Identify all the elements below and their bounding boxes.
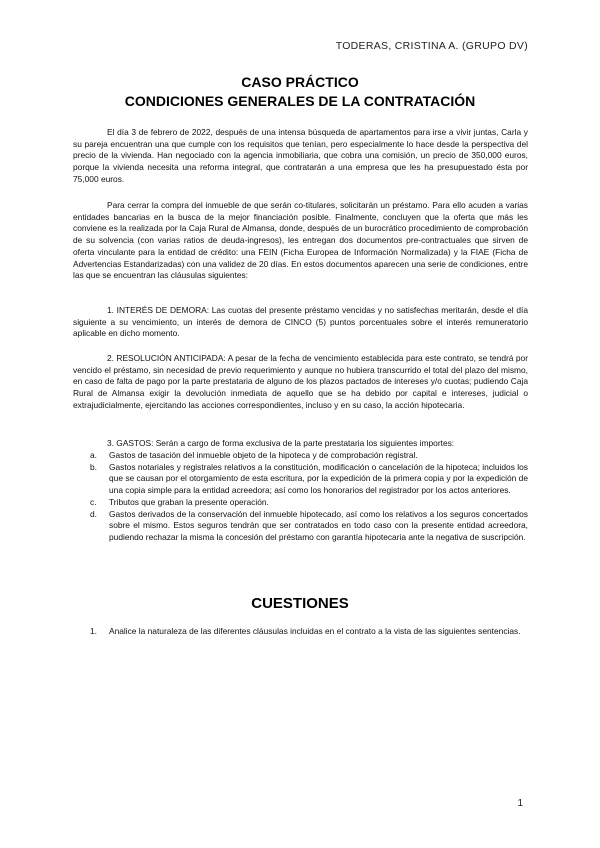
second-text: Para cerrar la compra del inmueble de que serán co-titulares, solicitarán un préstamo. Para ello acuden a varias entidades bancarias en la busca de la mejor financiación posible. Finalmente, concluyen que la oferta que más les conviene es la realizada por la Caja Rural de Almansa, donde, después de un burocrático procedimiento de comprobación de su solvencia (con varias ratios de deuda-ingresos), les entregan dos documentos pre-contractuales que sirven de oferta vinculante para la entidad de crédito: una FEIN (Ficha Europea de Información Normalizada) y la FIAE (Ficha de Advertencias Estandarizadas) con una validez de 20 días. En estos documentos aparecen una serie de condiciones, entre las que se encuentran las cláusulas siguientes:: [73, 200, 528, 281]
page-header-author: TODERAS, CRISTINA A. (GRUPO DV): [335, 40, 528, 52]
list-item-letter: b.: [90, 461, 97, 472]
question-text: Analice la naturaleza de las diferentes cláusulas incluidas en el contrato a la vista de las siguientes sentencias.: [109, 626, 521, 636]
clause-gastos: [73, 438, 528, 450]
clause3-text: 3. GASTOS: Serán a cargo de forma exclusiva de la parte prestataria los siguientes importes:: [107, 438, 455, 448]
question-item: [90, 626, 528, 638]
second-paragraph: [73, 200, 528, 282]
clause-interes-demora: [73, 305, 528, 340]
clause2-text: 2. RESOLUCIÓN ANTICIPADA: A pesar de la fecha de vencimiento establecida para este contrato, se tendrá por vencido el préstamo, sin necesidad de previo requerimiento y aunque no hubiera transcurrido el total del plazo del mismo, en caso de falta de pago por la parte prestataria de alguno de los plazos pactados de intereses y/o cuotas; pudiendo Caja Rural de Almansa exigir la devolución inmediata de aquello que se ha debido por capital e intereses, judicial o extrajudicialmente, ejercitando las acciones correspondientes, incluso y en su caso, la acción hipotecaria.: [73, 353, 528, 410]
list-item-text: Gastos de tasación del inmueble objeto de la hipoteca y de comprobación registral.: [109, 450, 418, 460]
list-item-text: Tributos que graban la presente operación.: [109, 496, 269, 507]
question-number: 1.: [90, 626, 97, 636]
questions-heading: CUESTIONES: [251, 595, 349, 612]
list-item: [73, 450, 528, 462]
clause1-text: 1. INTERÉS DE DEMORA: Las cuotas del presente préstamo vencidas y no satisfechas meritarán, desde el día siguiente a su vencimiento, un interés de demora de CINCO (5) puntos porcentuales sobre el interés remuneratorio aplicable en dicho momento.: [73, 305, 528, 339]
expenses-list: [73, 450, 528, 544]
list-item-letter: a.: [90, 450, 97, 460]
document-subtitle: CONDICIONES GENERALES DE LA CONTRATACIÓN: [124, 93, 476, 109]
list-item-text: Gastos notariales y registrales relativos a la constitución, modificación o cancelación de la hipoteca; incluidos los que se causan por el otorgamiento de esta escritura, por la expedición de la primera copia y por la expedición de una copia simple para la entidad acreedora; así como los honorarios del registrador por los actos anteriores.: [109, 461, 528, 496]
list-item-text: Gastos derivados de la conservación del inmueble hipotecado, así como los relativos a los seguros concertados sobre el mismo. Estos seguros tendrán que ser contratados en todo caso con la presente entidad acreedora, pudiendo rechazar la misma la concesión del préstamo con garantía hipotecaria ante la negativa de suscripción.: [109, 508, 528, 542]
intro-paragraph: [73, 127, 528, 186]
list-item: [73, 462, 528, 497]
list-item-letter: c.: [90, 496, 97, 507]
intro-text: El día 3 de febrero de 2022, después de una intensa búsqueda de apartamentos para irse a vivir juntas, Carla y su pareja encuentran una que cumple con los requisitos que tenían, pero especialmente lo hace desde la perspectiva del precio de la vivienda. Han negociado con la agencia inmobiliaria, que cobra una comisión, un precio de 350,000 euros, porque la vivienda necesita una reforma integral, que contratarán a una empresa que les ha presupuestado ésta por 75,000 euros.: [73, 127, 528, 184]
list-item-letter: d.: [90, 508, 97, 519]
list-item: [73, 509, 528, 544]
clause-resolucion-anticipada: [73, 353, 528, 412]
page-number: 1: [517, 798, 523, 809]
list-item: [73, 497, 528, 509]
document-title: CASO PRÁCTICO: [241, 74, 359, 90]
